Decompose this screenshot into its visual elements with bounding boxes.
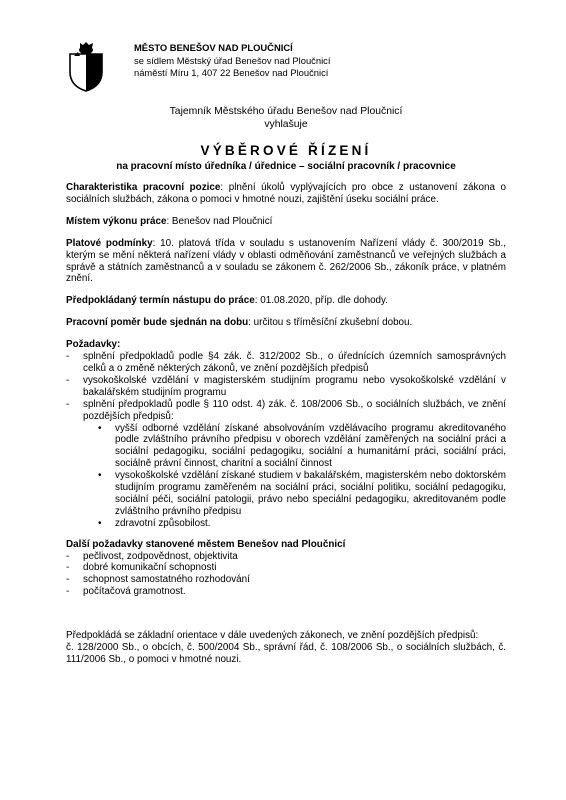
sub-requirement-item: • zdravotní způsobilost.: [98, 517, 211, 529]
start-text: : 01.08.2020, příp. dle dohody.: [254, 295, 388, 307]
announces-line: vyhlašuje: [264, 118, 308, 130]
salary-label: Platové podmínky: [66, 237, 153, 249]
issuer-line: Tajemník Městského úřadu Benešov nad Ploučnicí: [169, 106, 403, 117]
document-title: VÝBĚROVÉ ŘÍZENÍ: [200, 143, 372, 158]
place-label: Místem výkonu práce: [66, 215, 167, 227]
extra-requirement-item: - počítačová gramotnost.: [66, 586, 186, 598]
salary-paragraph: [66, 238, 506, 286]
org-name: MĚSTO BENEŠOV NAD PLOUČNICÍ: [134, 42, 293, 53]
extra-requirement-item: - dobré komunikační schopnosti: [66, 562, 217, 574]
laws-intro: Předpokládá se základní orientace v dále uvedených zákonech, ve znění pozdějších předpisů:: [66, 630, 479, 642]
org-address: náměstí Míru 1, 407 22 Benešov nad Ploučnicí: [134, 67, 329, 78]
org-seat: se sídlem Městský úřad Benešov nad Ploučnicí: [134, 54, 331, 66]
extra-requirements-heading: Další požadavky stanovené městem Benešov nad Ploučnicí: [66, 538, 346, 550]
requirement-item: - splnění předpokladů podle §4 zák. č. 312/2002 Sb., o úřednících územních samosprávných celků a o změně některých zákonů, ve znění pozdějších předpisů: [66, 351, 506, 374]
position-title: na pracovní místo úředníka / úřednice – sociální pracovník / pracovnice: [116, 161, 456, 172]
laws-list: č. 128/2000 Sb., o obcích, č. 500/2004 Sb., správní řád, č. 108/2006 Sb., o sociálních službách, č. 111/2006 Sb., o pomoci v hmotné nouzi.: [66, 642, 506, 665]
issuer-block: [66, 106, 506, 131]
requirement-item: - vysokoškolské vzdělání v magisterském studijním programu nebo vysokoškolské vzdělání v bakalářském studijním programu: [66, 374, 506, 398]
requirement-item: - splnění předpokladů podle § 110 odst. 4) zák. č. 108/2006 Sb., o sociálních službách, ve znění pozdějších předpisů:: [66, 398, 506, 422]
contract-label: Pracovní poměr bude sjednán na dobu: [66, 317, 249, 329]
characteristic-label: Charakteristika pracovní pozice: [66, 182, 221, 193]
extra-requirement-item: - pečlivost, zodpovědnost, objektivita: [66, 550, 238, 562]
contract-text: : určitou s tříměsíční zkušební dobou.: [248, 317, 413, 329]
place-paragraph: [66, 216, 506, 228]
place-text: : Benešov nad Ploučnicí: [166, 215, 273, 227]
start-paragraph: [66, 295, 506, 307]
extra-requirement-item: - schopnost samostatného rozhodování: [66, 574, 250, 586]
document-body: [66, 182, 506, 666]
letterhead: [134, 42, 330, 80]
contract-paragraph: [66, 317, 506, 329]
sub-requirement-item: • vyšší odborné vzdělání získané absolvováním vzdělávacího programu akreditovaného podle zvláštního právního předpisu v oborech vzdělání zaměřených na sociální práci a sociální pedagogiku, sociální pedagogiku, sociální a humanitární práci, sociální práci, sociálně právní činnost, charitní a sociální činnost: [98, 422, 506, 470]
sub-requirement-item: • vysokoškolské vzdělání získané studiem v bakalářském, magisterském nebo doktorském studijním programu zaměřeném na sociální práci, sociální politiku, sociální pedagogiku, sociální péči, sociální patologii, právo nebo speciální pedagogiku, akreditovaném podle zvláštního právního předpisu: [98, 470, 506, 517]
salary-text: : 10. platová třída v souladu s ustanovením Nařízení vlády č. 300/2019 Sb., kterým se mění některá nařízení vlády v oblasti odměňování zaměstnanců ve veřejných službách a správě a státních zaměstnanců a v souladu se zákonem č. 262/2006 Sb., zákoník práce, v platném znění.: [66, 237, 506, 285]
start-label: Předpokládaný termín nástupu do práce: [66, 295, 255, 307]
city-coat-of-arms-logo: [66, 40, 106, 92]
requirements-heading: Požadavky:: [66, 339, 121, 351]
characteristic-paragraph: [66, 182, 506, 206]
characteristic-text: : plnění úkolů vyplývajících pro obce z ustanovení zákona o sociálních službách, zákona o pomoci v hmotné nouzi, zajištění úseku sociální práce.: [66, 182, 507, 205]
